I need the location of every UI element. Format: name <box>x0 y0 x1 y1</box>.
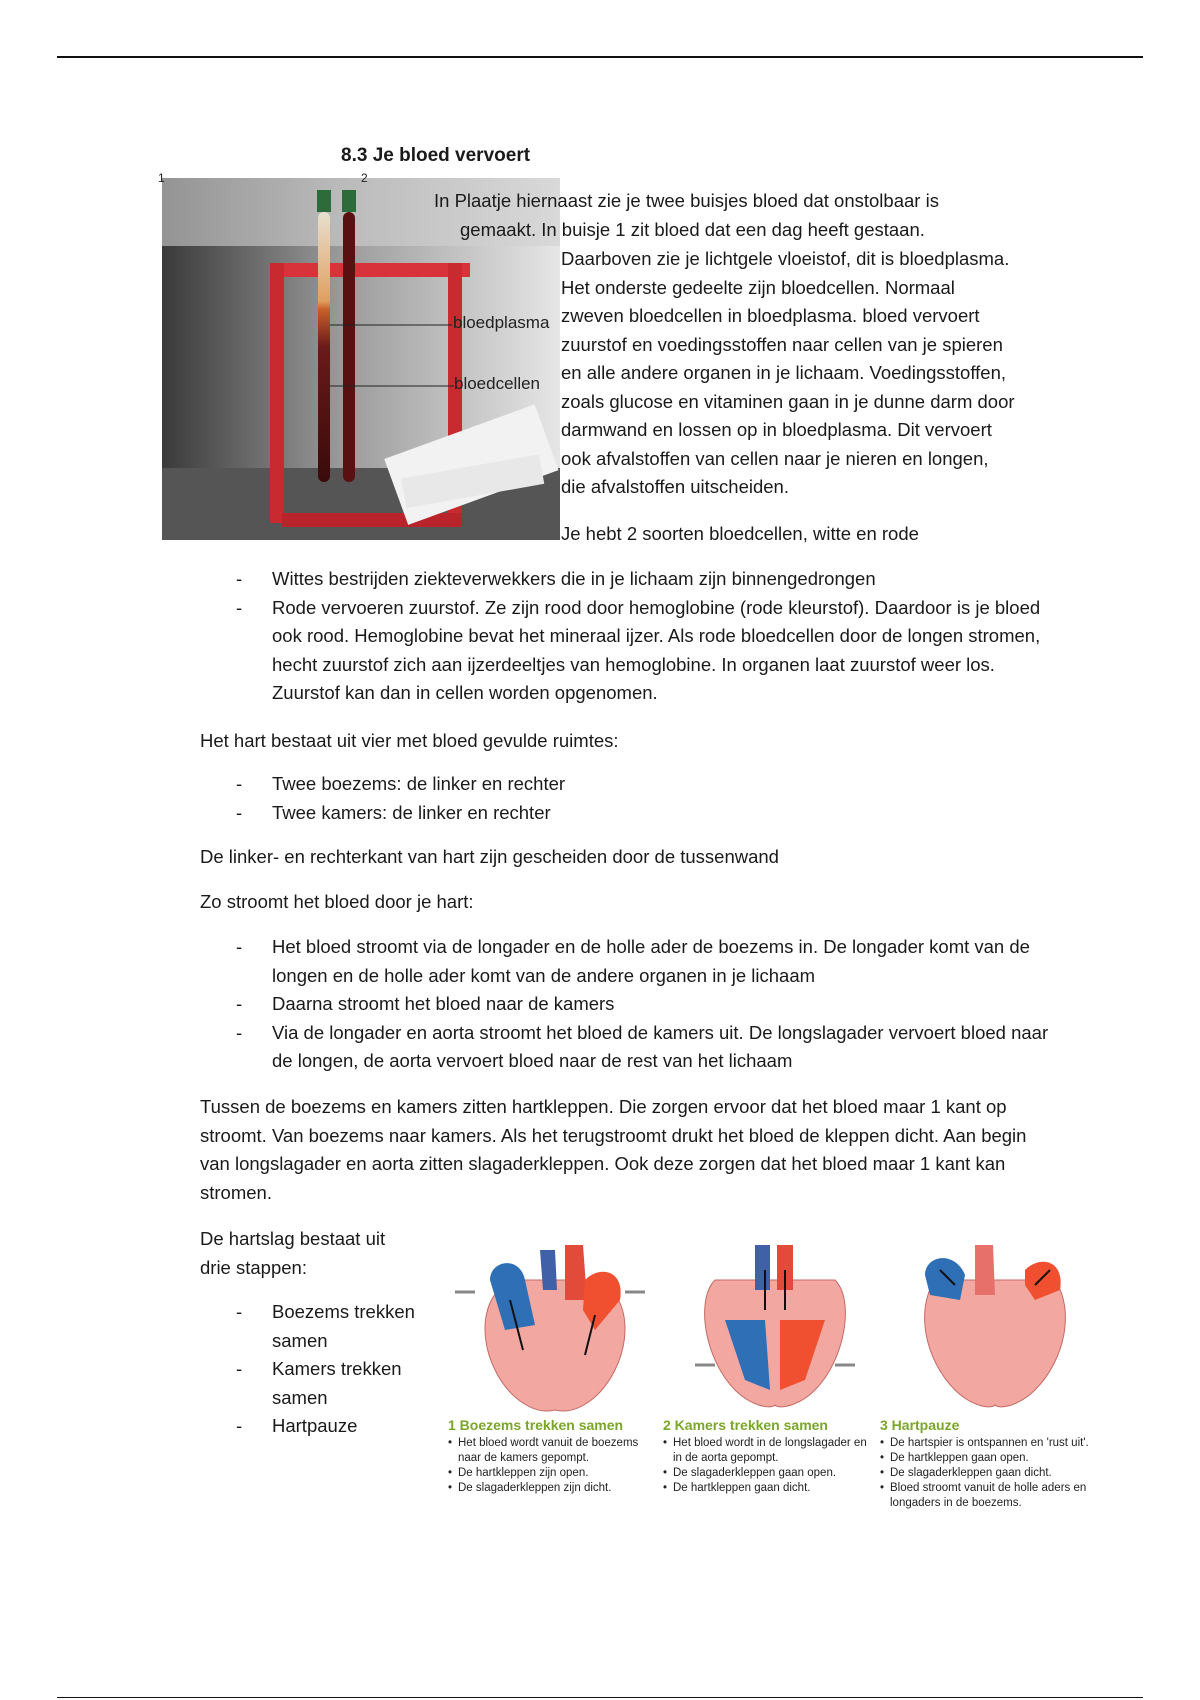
heart-diagram-2 <box>695 1245 855 1407</box>
list-item: - Boezems trekken samen <box>200 1298 440 1355</box>
panel-1-bullets: • Het bloed wordt vanuit de boezems naar de kamers gepompt. • De hartkleppen zijn open. • De slagaderkleppen zijn dicht. <box>448 1436 658 1496</box>
valves-paragraph: Tussen de boezems en kamers zitten hartkleppen. Die zorgen ervoor dat het bloed maar 1 kant op stroomt. Van boezems naar kamers. Als het terugstroomt drukt het bloed de kleppen dicht. Aan begin van longslagader en aorta zitten slagaderkleppen. Ook deze zorgen dat het bloed maar 1 kant kan stromen. <box>200 1096 1027 1203</box>
list-item: - Kamers trekken samen <box>200 1355 440 1412</box>
top-rule <box>57 56 1143 58</box>
list-item: - Daarna stroomt het bloed naar de kamers <box>200 990 1060 1019</box>
bottom-rule <box>57 1697 1143 1698</box>
list-item: - Twee kamers: de linker en rechter <box>200 799 1060 828</box>
heart-diagram-3 <box>925 1245 1066 1407</box>
intro-line-2: gemaakt. In buisje 1 zit bloed dat een dag heeft gestaan. <box>460 219 925 240</box>
cells-sentence: Je hebt 2 soorten bloedcellen, witte en rode <box>561 523 919 544</box>
list-item: - Hartpauze <box>200 1412 440 1441</box>
intro-line-1: In Plaatje hiernaast zie je twee buisjes bloed dat onstolbaar is <box>434 190 939 211</box>
heart-intro: Het hart bestaat uit vier met bloed gevulde ruimtes: <box>200 730 619 751</box>
flow-intro: Zo stroomt het bloed door je hart: <box>200 891 474 912</box>
list-item: - Rode vervoeren zuurstof. Ze zijn rood door hemoglobine (rode kleurstof). Daardoor is je bloed ook rood. Hemoglobine bevat het mineraal ijzer. Als rode bloedcellen door de longen stromen, hecht zuurstof zich aan ijzerdeeltjes van hemoglobine. In organen laat zuurstof weer los. Zuurstof kan dan in cellen worden opgenomen. <box>200 594 1060 708</box>
label-bloedplasma: bloedplasma <box>453 313 550 332</box>
panel-3-title: 3 Hartpauze <box>880 1417 960 1433</box>
heartbeat-steps <box>200 1298 440 1441</box>
intro-paragraph: Daarboven zie je lichtgele vloeistof, dit is bloedplasma. Het onderste gedeelte zijn bloedcellen. Normaal zweven bloedcellen in bloedplasma. bloed vervoert zuurstof en voedingsstoffen naar cellen van je spieren en alle andere organen in je lichaam. Voedingsstoffen, zoals glucose en vitaminen gaan in je dunne darm door darmwand en lossen op in bloedplasma. Dit vervoert ook afvalstoffen van cellen naar je nieren en longen, die afvalstoffen uitscheiden. <box>561 248 1015 497</box>
list-item: - Via de longader en aorta stroomt het bloed de kamers uit. De longslagader vervoert bloed naar de longen, de aorta vervoert bloed naar de rest van het lichaam <box>200 1019 1060 1076</box>
tube-number-1: 1 <box>158 171 165 185</box>
list-item: - Wittes bestrijden ziekteverwekkers die in je lichaam zijn binnengedrongen <box>200 565 1060 594</box>
tube-number-2: 2 <box>361 171 368 185</box>
list-item: - Twee boezems: de linker en rechter <box>200 770 1060 799</box>
cell-list <box>200 565 1060 708</box>
heartbeat-intro: De hartslag bestaat uit drie stappen: <box>200 1228 386 1278</box>
flow-list <box>200 933 1060 1076</box>
septum-sentence: De linker- en rechterkant van hart zijn gescheiden door de tussenwand <box>200 846 779 867</box>
label-bloedcellen: bloedcellen <box>454 374 541 393</box>
heart-rooms-list <box>200 770 1060 827</box>
heart-diagram-1 <box>455 1245 645 1411</box>
list-item: - Het bloed stroomt via de longader en de holle ader de boezems in. De longader komt van de longen en de holle ader komt van de andere organen in je lichaam <box>200 933 1060 990</box>
panel-3-bullets: • De hartspier is ontspannen en 'rust uit'. • De hartkleppen gaan open. • De slagaderkleppen gaan dicht. • Bloed stroomt vanuit de holle aders en longaders in de boezems. <box>880 1436 1120 1511</box>
panel-2-bullets: • Het bloed wordt in de longslagader en in de aorta gepompt. • De slagaderkleppen gaan open. • De hartkleppen gaan dicht. <box>663 1436 873 1496</box>
panel-1-title: 1 Boezems trekken samen <box>448 1417 624 1433</box>
panel-2-title: 2 Kamers trekken samen <box>663 1417 828 1433</box>
page-title: 8.3 Je bloed vervoert <box>341 145 531 166</box>
